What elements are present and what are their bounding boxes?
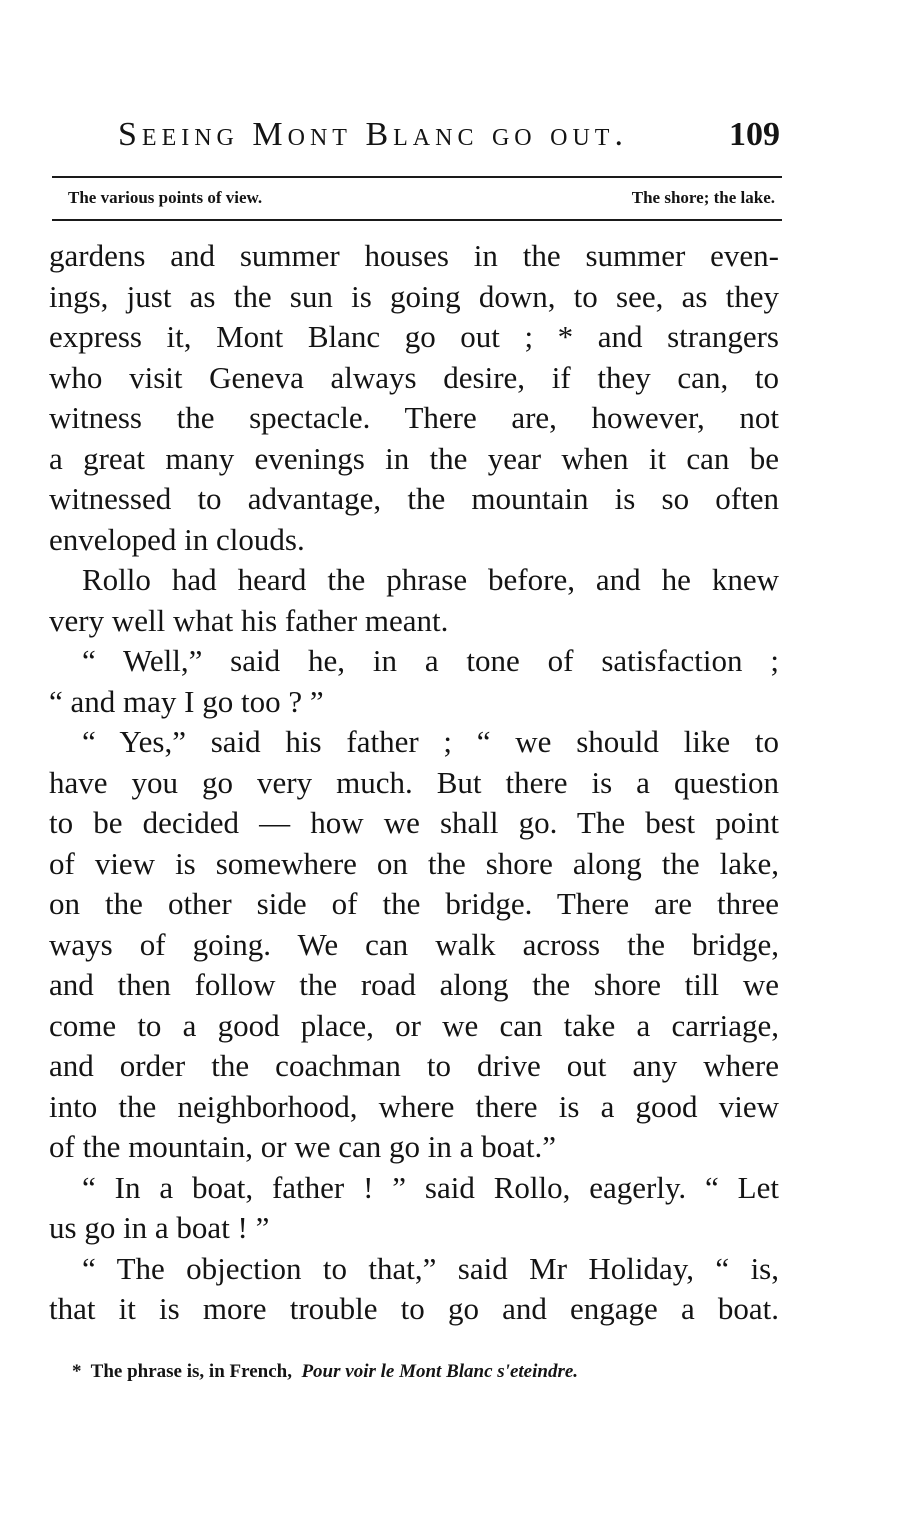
text-line: gardens and summer houses in the summer even-	[49, 238, 779, 273]
footnote-french-phrase: Pour voir le Mont Blanc s'eteindre.	[301, 1361, 579, 1382]
footnote	[72, 1361, 578, 1383]
page-number: 109	[729, 116, 780, 153]
running-head	[118, 116, 780, 162]
text-line: that it is more trouble to go and engage a boat.	[49, 1291, 779, 1326]
text-line: on the other side of the bridge. There are three	[49, 886, 779, 921]
header-rule-top	[52, 176, 782, 178]
text-line: ways of going. We can walk across the bridge,	[49, 926, 779, 962]
text-line: “ In a boat, father ! ” said Rollo, eagerly. “ Let	[82, 1169, 779, 1205]
text-line: come to a good place, or we can take a carriage,	[49, 1007, 779, 1043]
footnote-marker: *	[72, 1361, 82, 1382]
text-line: who visit Geneva always desire, if they can, to	[49, 359, 779, 395]
header-rule-bottom	[52, 219, 782, 221]
text-line: us go in a boat ! ”	[49, 1210, 270, 1245]
text-line: a great many evenings in the year when it can be	[49, 440, 779, 476]
text-line: to be decided — how we shall go. The best point	[49, 805, 779, 840]
text-line: ings, just as the sun is going down, to see, as they	[49, 278, 779, 314]
subhead-right: The shore; the lake.	[631, 188, 775, 207]
subhead-left: The various points of view.	[68, 188, 263, 207]
text-line: “ Well,” said he, in a tone of satisfaction ;	[82, 643, 779, 678]
text-line: very well what his father meant.	[49, 602, 449, 638]
body-text	[49, 236, 779, 1330]
text-line: into the neighborhood, where there is a good view	[49, 1088, 779, 1124]
text-line: “ Yes,” said his father ; “ we should like to	[82, 724, 779, 759]
text-line: “ and may I go too ? ”	[49, 683, 324, 719]
text-line: enveloped in clouds.	[49, 521, 305, 557]
text-line: of the mountain, or we can go in a boat.”	[49, 1129, 557, 1164]
text-line: and then follow the road along the shore till we	[49, 967, 779, 1002]
footnote-text: The phrase is, in French,	[90, 1361, 292, 1382]
text-line: express it, Mont Blanc go out ; * and strangers	[49, 319, 779, 354]
text-line: witness the spectacle. There are, however, not	[49, 400, 779, 435]
text-line: and order the coachman to drive out any where	[49, 1048, 779, 1083]
running-title: Seeing Mont Blanc go out.	[118, 116, 628, 153]
text-line: Rollo had heard the phrase before, and he knew	[82, 562, 779, 597]
text-line: of view is somewhere on the shore along the lake,	[49, 845, 779, 881]
text-line: have you go very much. But there is a question	[49, 764, 779, 800]
text-line: “ The objection to that,” said Mr Holiday, “ is,	[82, 1250, 779, 1286]
text-line: witnessed to advantage, the mountain is so often	[49, 481, 779, 516]
